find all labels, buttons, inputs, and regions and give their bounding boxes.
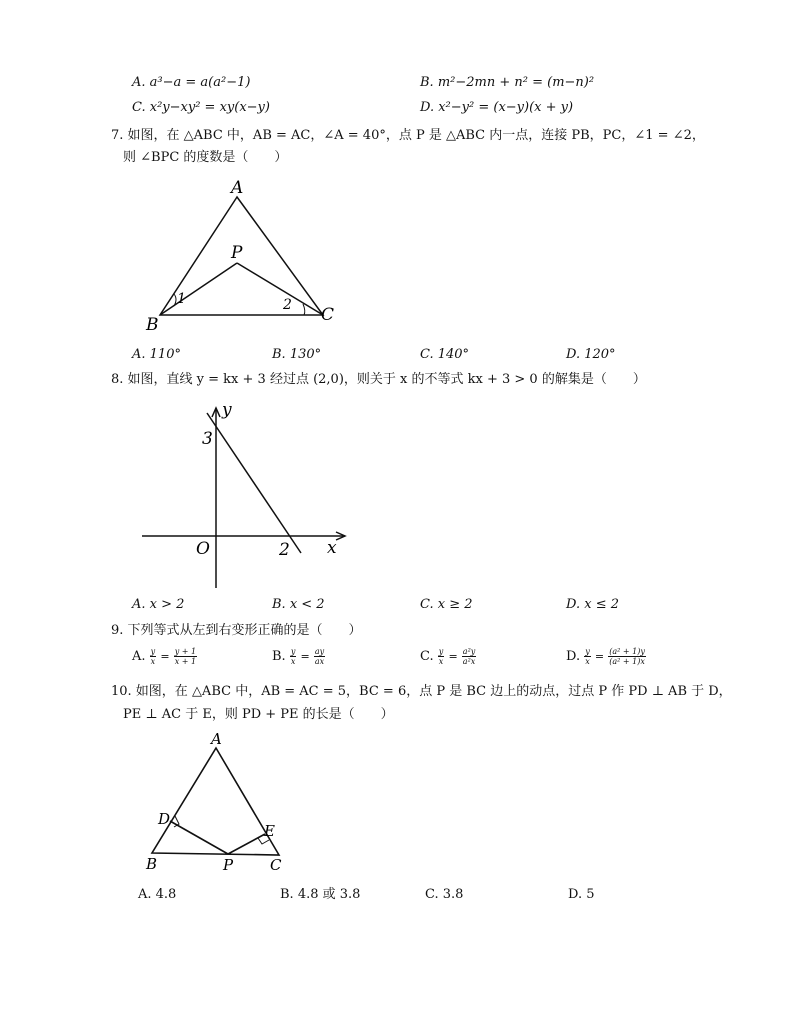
q9-option-d [566, 647, 646, 666]
q8-line-y-kx-3 [207, 413, 301, 553]
q10-option-b: B. 4.8 或 3.8 [280, 887, 361, 902]
q10-stem-line2: PE ⊥ AC 于 E，则 PD + PE 的长是（ ） [123, 707, 394, 722]
q9-c-eq: = [448, 650, 458, 663]
q10-label-e: E [264, 822, 275, 840]
q7-label-angle2: 2 [283, 297, 292, 313]
q7-triangle-figure [140, 175, 350, 335]
q9-d-lhs: $\frac{y}{x}$ [585, 647, 590, 666]
q7-option-d: D. 120° [566, 347, 616, 362]
q10-option-a: A. 4.8 [138, 887, 177, 902]
q7-label-b: B [146, 315, 159, 335]
q10-stem-line1: 10. 如图，在 △ABC 中，AB = AC = 5，BC = 6，点 P 是 BC 边上的动点，过点 P 作 PD ⊥ AB 于 D， [111, 684, 732, 699]
q9-b-eq: = [300, 650, 310, 663]
q7-stem-line2: 则 ∠BPC 的度数是（ ） [123, 150, 288, 165]
q9-b-lhs: $\frac{y}{x}$ [290, 647, 296, 666]
q7-option-b: B. 130° [272, 347, 322, 362]
q6-option-d: D. x²−y² = (x−y)(x + y) [420, 100, 574, 115]
q7-label-c: C [321, 305, 335, 325]
q8-option-d: D. x ≤ 2 [566, 597, 619, 612]
q10-label-c: C [270, 856, 282, 874]
q8-option-a: A. x > 2 [132, 597, 185, 612]
q7-angle2-arc [303, 304, 305, 315]
q8-option-c: C. x ≥ 2 [420, 597, 473, 612]
q9-a-rhs: $\frac{y + 1}{x + 1}$ [174, 647, 197, 666]
q7-option-c: C. 140° [420, 347, 470, 362]
q8-label-x: x [327, 538, 337, 558]
q9-option-a [132, 647, 197, 666]
q9-stem: 9. 下列等式从左到右变形正确的是（ ） [111, 623, 362, 638]
q7-label-angle1: 1 [177, 291, 186, 307]
q9-option-c [420, 647, 476, 666]
q6-option-b: B. m²−2mn + n² = (m−n)² [420, 75, 595, 90]
q6-option-a: A. a³−a = a(a²−1) [132, 75, 251, 90]
q6-option-c: C. x²y−xy² = xy(x−y) [132, 100, 270, 115]
q8-label-y: y [222, 400, 232, 420]
q10-option-c: C. 3.8 [425, 887, 464, 902]
q7-segment-pb [160, 263, 237, 315]
q10-segment-pd [170, 821, 228, 854]
q9-d-eq: = [594, 650, 605, 663]
q9-a-label: A. [132, 649, 146, 664]
q9-option-b [272, 647, 325, 666]
q9-c-lhs: $\frac{y}{x}$ [438, 647, 444, 666]
q8-label-2: 2 [279, 540, 290, 560]
q10-label-a: A [211, 730, 222, 748]
q7-option-a: A. 110° [132, 347, 181, 362]
q9-b-label: B. [272, 649, 286, 664]
q8-option-b: B. x < 2 [272, 597, 325, 612]
q9-d-rhs: $\frac{\text{(a² + 1)y}}{\text{(a² + 1)x}}$ [609, 647, 645, 666]
q9-d-label: D. [566, 649, 581, 664]
q10-label-p: P [223, 856, 234, 874]
q7-label-p: P [231, 243, 243, 263]
q8-stem-line1: 8. 如图，直线 y = kx + 3 经过点 (2,0)，则关于 x 的不等式 kx + 3 > 0 的解集是（ ） [111, 372, 646, 387]
q9-a-eq: = [160, 650, 170, 663]
q10-segment-pe [228, 834, 265, 854]
q9-a-lhs: $\frac{y}{x}$ [150, 647, 156, 666]
q10-triangle-abc [152, 748, 279, 855]
q9-c-rhs: $\frac{\text{a²y}}{\text{a²x}}$ [462, 647, 476, 666]
q10-option-d: D. 5 [568, 887, 595, 902]
q9-b-rhs: $\frac{ay}{ax}$ [314, 647, 325, 666]
q10-label-b: B [146, 855, 158, 873]
q7-label-a: A [231, 178, 244, 198]
q7-stem-line1: 7. 如图，在 △ABC 中，AB = AC，∠A = 40°，点 P 是 △ABC 内一点，连接 PB，PC，∠1 = ∠2， [111, 128, 705, 143]
q8-graph-figure [140, 393, 355, 593]
q10-label-d: D [158, 810, 171, 828]
q10-triangle-figure [140, 728, 300, 878]
q9-c-label: C. [420, 649, 434, 664]
q8-label-3: 3 [202, 429, 213, 449]
q7-segment-pc [237, 263, 323, 315]
q8-label-origin: O [196, 539, 210, 559]
